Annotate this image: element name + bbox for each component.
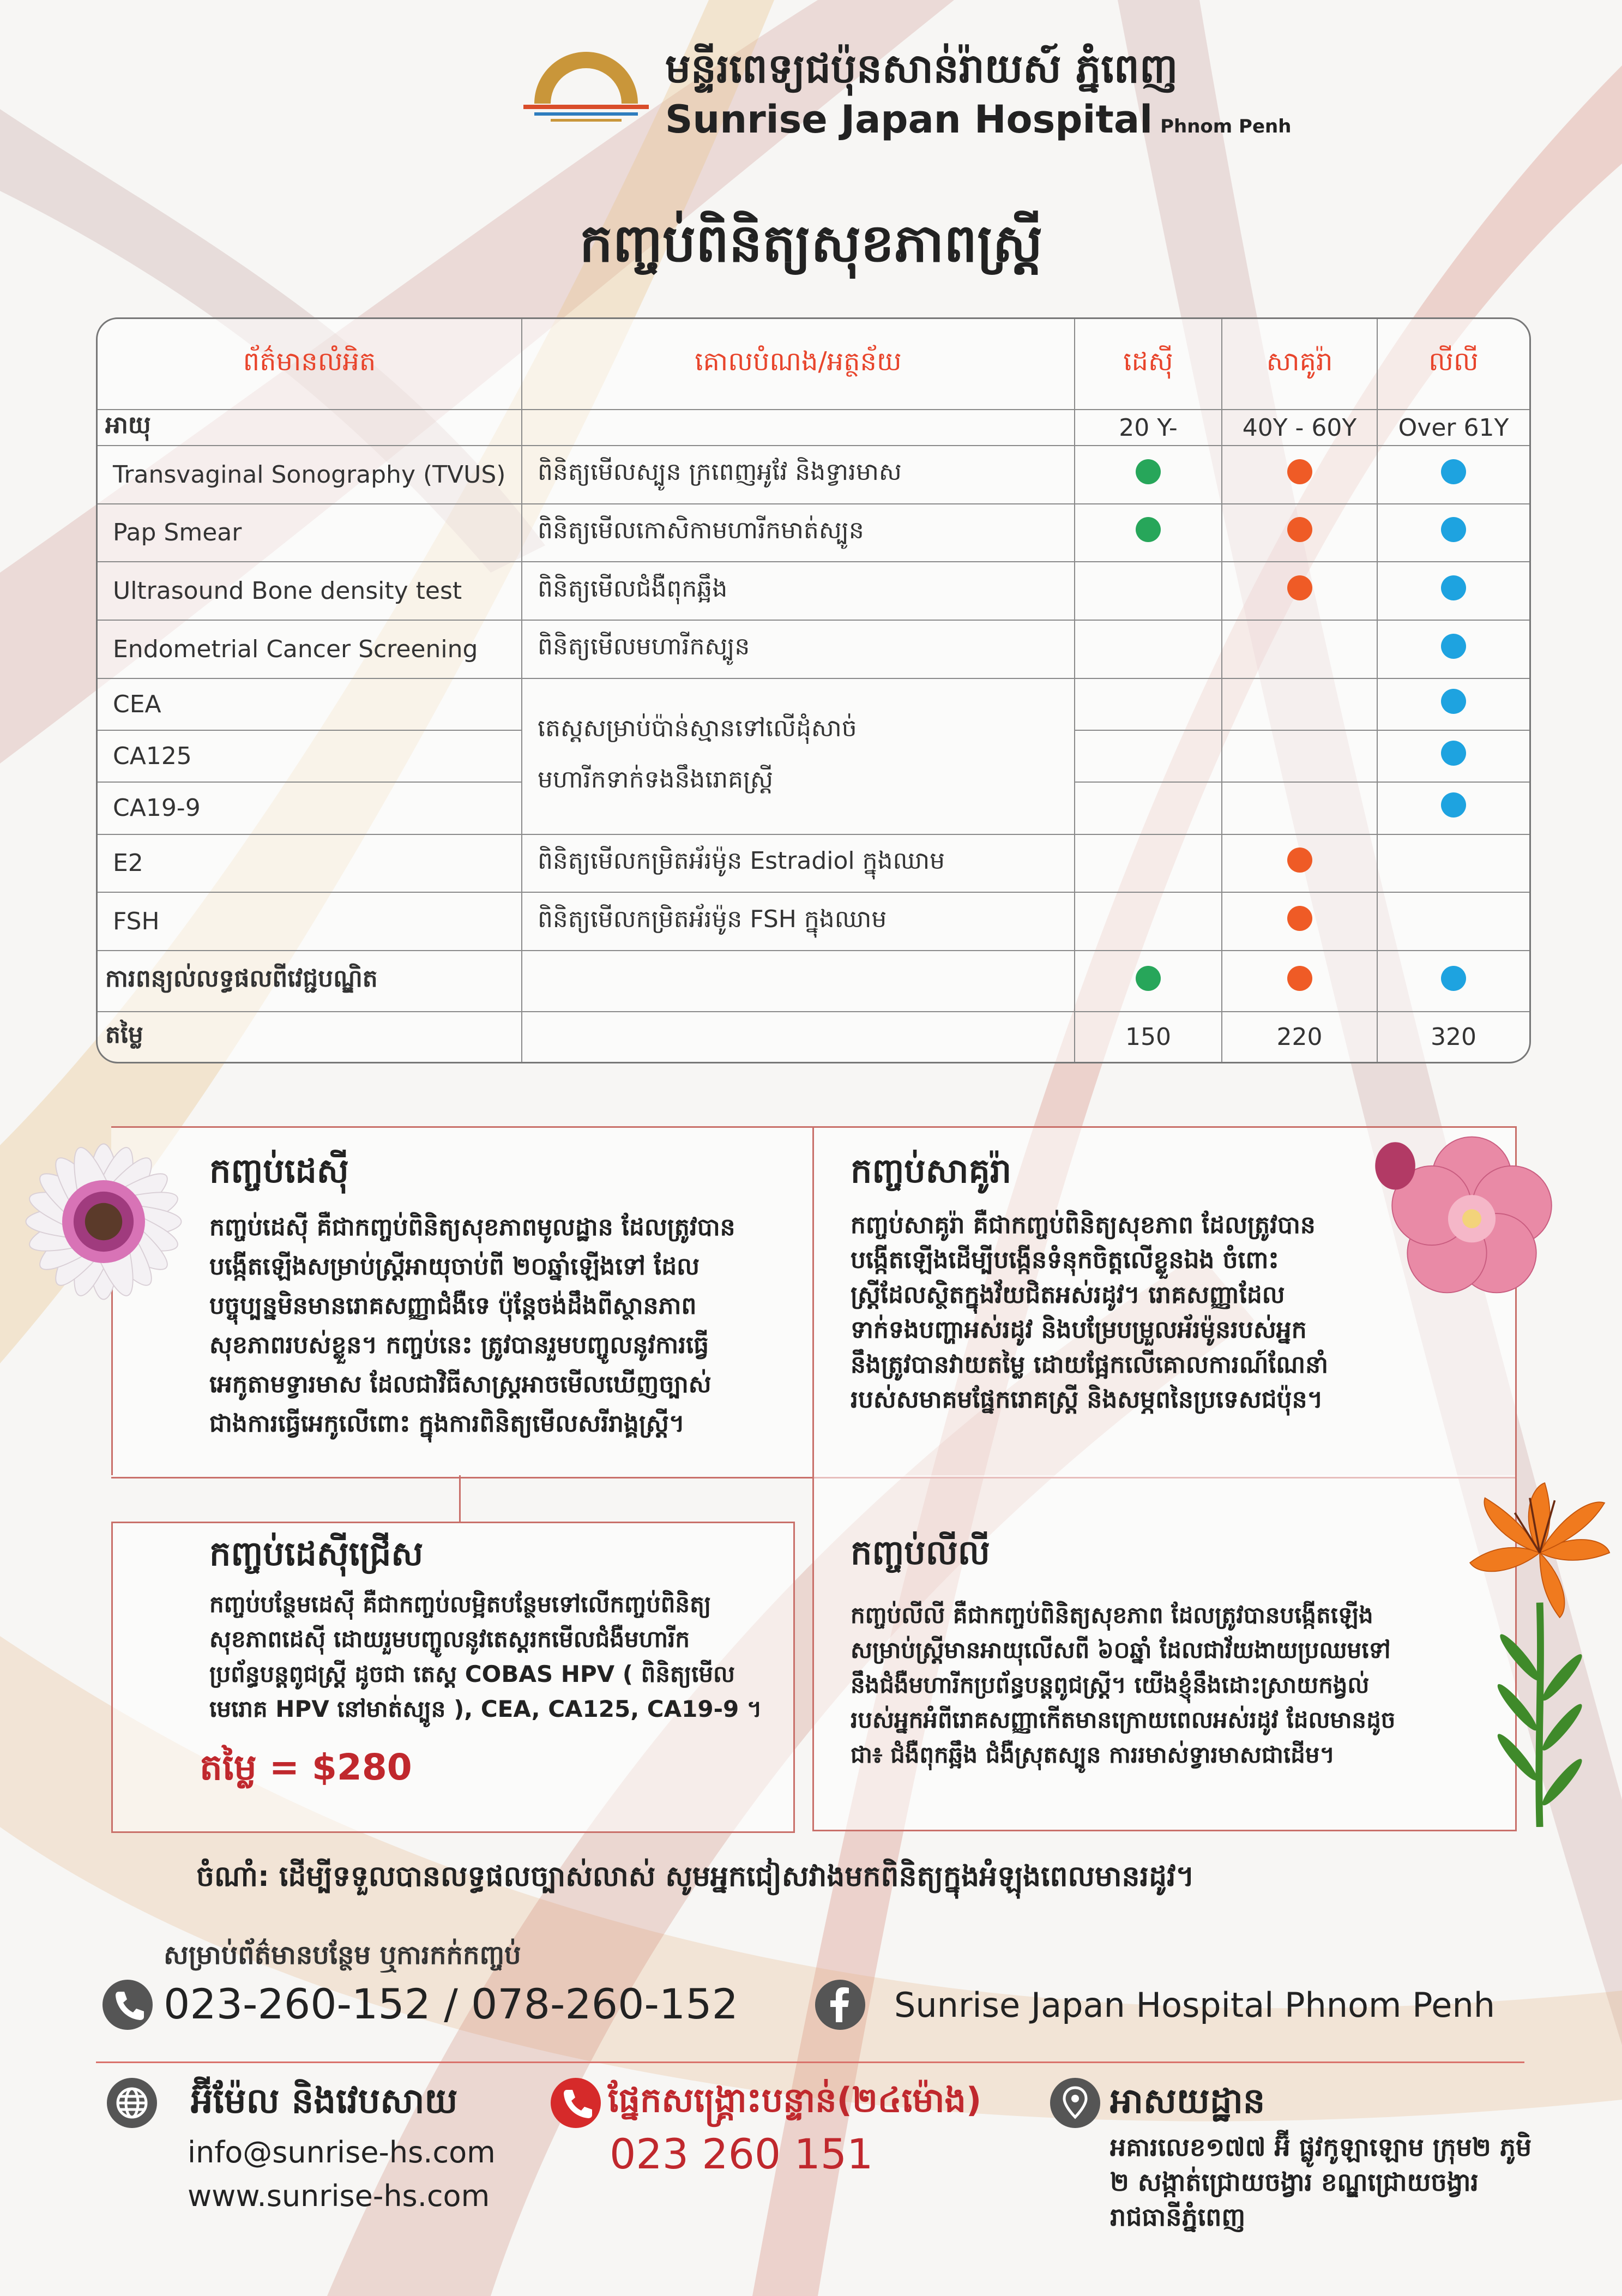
lily-included-dot bbox=[1441, 517, 1466, 542]
page-title: កញ្ចប់ពិនិត្យសុខភាពស្ត្រី bbox=[579, 213, 1043, 274]
emergency-title: ផ្នែកសង្គ្រោះបន្ទាន់(២៤ម៉ោង) bbox=[608, 2080, 982, 2120]
daisy-option-package-text bbox=[209, 1587, 762, 1727]
daisy-option-line: កញ្ចប់បន្ថែមដេស៊ី គឺជាកញ្ចប់លម្អិតបន្ថែមទៅលើកញ្ចប់ពិនិត្យ bbox=[209, 1591, 711, 1618]
daisy-line: បច្ចុប្បន្នមិនមានរោគសញ្ញាជំងឺទេ ប៉ុន្តែចង់ដឹងពីស្ថានភាព bbox=[209, 1292, 697, 1320]
website-url[interactable]: www.sunrise-hs.com bbox=[188, 2179, 490, 2213]
sakura-line: ទាក់ទងបញ្ហាអស់រដូវ និងបម្រែបម្រួលអ័រម៉ូនរបស់អ្នក bbox=[851, 1316, 1307, 1344]
sakura-line: នឹងត្រូវបានវាយតម្លៃ ដោយផ្អែកលើគោលការណ៍ណែនាំ bbox=[851, 1351, 1328, 1379]
header-daisy: ដេស៊ី bbox=[1075, 319, 1222, 410]
table-row bbox=[98, 562, 1529, 620]
lily-package-text bbox=[851, 1598, 1395, 1772]
sakura-line: បង្កើតឡើងដើម្បីបង្កើនទំនុកចិត្តលើខ្លួនឯង ចំពោះ bbox=[851, 1246, 1279, 1274]
location-pin-icon bbox=[1050, 2078, 1100, 2128]
lily-included-dot bbox=[1441, 634, 1466, 659]
row-item: Ultrasound Bone density test bbox=[98, 562, 522, 620]
daisy-line: ជាងការធ្វើអេកូលើពោះ ក្នុងការពិនិត្យមើលសរីរាង្គស្ត្រី។ bbox=[209, 1410, 685, 1438]
connector-line bbox=[459, 1475, 461, 1522]
table-row bbox=[98, 620, 1529, 678]
table-row bbox=[98, 446, 1529, 504]
lily-line: នឹងជំងឺមហារីកប្រព័ន្ធបន្តពូជស្ត្រី។ យើងខ្ញុំនឹងដោះស្រាយកង្វល់ bbox=[851, 1672, 1370, 1698]
row-item: E2 bbox=[98, 834, 522, 893]
daisy-option-price: តម្លៃ = $280 bbox=[200, 1746, 412, 1788]
lily-included-dot bbox=[1441, 792, 1466, 818]
daisy-package-title: កញ្ចប់ដេស៊ី bbox=[209, 1151, 349, 1191]
phone-numbers[interactable]: 023-260-152 / 078-260-152 bbox=[164, 1980, 738, 2028]
lily-included-dot bbox=[1441, 689, 1466, 714]
row-item: ការពន្យល់លទ្ធផលពីវេជ្ជបណ្ឌិត bbox=[98, 951, 522, 1012]
table-header-row bbox=[98, 319, 1529, 410]
logo-english-subtext: Phnom Penh bbox=[1160, 116, 1292, 137]
emergency-phone-icon bbox=[551, 2078, 601, 2128]
row-purpose bbox=[522, 951, 1075, 1012]
sakura-line: របស់សមាគមផ្នែករោគស្ត្រី និងសម្ភពនៃប្រទេសជប៉ុន។ bbox=[851, 1386, 1323, 1414]
daisy-package-text bbox=[209, 1208, 735, 1444]
row-purpose: ពិនិត្យមើលមហារីកស្បូន bbox=[522, 620, 1075, 678]
facebook-page-name[interactable]: Sunrise Japan Hospital Phnom Penh bbox=[894, 1985, 1496, 2025]
row-purpose: ពិនិត្យមើលកម្រិតអ័រម៉ូន FSH ក្នុងឈាម bbox=[522, 892, 1075, 951]
globe-icon bbox=[107, 2078, 157, 2128]
more-info-label: សម្រាប់ព័ត៌មានបន្ថែម ឬការកក់កញ្ចប់ bbox=[164, 1940, 521, 1970]
lily-line: របស់អ្នកអំពីរោគសញ្ញាកើតមានក្រោយពេលអស់រដូវ ដែលមានដូច bbox=[851, 1706, 1396, 1733]
sunrise-logo-icon bbox=[523, 44, 649, 125]
table-row bbox=[98, 834, 1529, 893]
daisy-option-package-title: កញ្ចប់ដេស៊ីជ្រើស bbox=[209, 1534, 424, 1573]
price-label: តម្លៃ bbox=[98, 1012, 522, 1062]
table-row bbox=[98, 678, 1529, 730]
price-sakura: 220 bbox=[1222, 1012, 1377, 1062]
footer-divider bbox=[96, 2061, 1524, 2063]
price-purpose bbox=[522, 1012, 1075, 1062]
row-item: Endometrial Cancer Screening bbox=[98, 620, 522, 678]
sakura-line: កញ្ចប់សាគូរ៉ា គឺជាកញ្ចប់ពិនិត្យសុខភាព ដែលត្រូវបាន bbox=[851, 1211, 1316, 1239]
table-row-age bbox=[98, 410, 1529, 446]
header-details: ព័ត៌មានលំអិត bbox=[98, 319, 522, 410]
row-purpose: ពិនិត្យមើលកោសិកាមហារីកមាត់ស្បូន bbox=[522, 504, 1075, 562]
lily-included-dot bbox=[1441, 575, 1466, 600]
lily-included-dot bbox=[1441, 966, 1466, 991]
age-daisy: 20 Y- bbox=[1075, 410, 1222, 446]
daisy-included-dot bbox=[1136, 459, 1161, 484]
daisy-line: កញ្ចប់ដេស៊ី គឺជាកញ្ចប់ពិនិត្យសុខភាពមូលដ្ឋាន ដែលត្រូវបាន bbox=[209, 1213, 735, 1241]
age-label: អាយុ bbox=[98, 410, 522, 446]
header-purpose: គោលបំណង/អត្ថន័យ bbox=[522, 319, 1075, 410]
lily-flower-icon bbox=[1448, 1478, 1622, 1827]
logo-english-text: Sunrise Japan Hospital Phnom Penh bbox=[665, 97, 1292, 142]
daisy-option-line: សុខភាពដេស៊ី ដោយរួមបញ្ចូលនូវតេស្តរកមើលជំងឺមហារីក bbox=[209, 1626, 690, 1652]
sakura-line: ស្ត្រីដែលស្ថិតក្នុងវ័យជិតអស់រដូវ។ រោគសញ្ញាដែល bbox=[851, 1281, 1285, 1309]
price-daisy: 150 bbox=[1075, 1012, 1222, 1062]
row-purpose-merged bbox=[522, 678, 1075, 834]
purpose-line-2: មហារីកទាក់ទងនឹងរោគស្ត្រី bbox=[538, 765, 774, 794]
facebook-icon[interactable] bbox=[815, 1980, 865, 2030]
daisy-line: សុខភាពរបស់ខ្លួន។ កញ្ចប់នេះ ត្រូវបានរួមបញ្ចូលនូវការធ្វើ bbox=[209, 1331, 709, 1359]
email-website-title: អ៊ីម៉ែល និងវេបសាយ bbox=[191, 2081, 458, 2121]
sakura-included-dot bbox=[1287, 459, 1312, 484]
row-purpose: ពិនិត្យមើលស្បូន ក្រពេញអូវែ និងទ្វារមាស bbox=[522, 446, 1075, 504]
sakura-package-text bbox=[851, 1208, 1328, 1417]
lily-included-dot bbox=[1441, 459, 1466, 484]
daisy-flower-icon bbox=[0, 1118, 207, 1325]
row-item: Transvaginal Sonography (TVUS) bbox=[98, 446, 522, 504]
emergency-number[interactable]: 023 260 151 bbox=[610, 2130, 873, 2178]
table-row bbox=[98, 504, 1529, 562]
address-text: អគារលេខ១៧៧ អ៊ី ផ្លូវកូឡាឡោម ក្រុម២ ភូមិ ២ សង្កាត់ជ្រោយចង្វារ ខណ្ឌជ្រោយចង្វារ រាជធានីភ្នំពេញ bbox=[1110, 2132, 1532, 2232]
purpose-line-1: តេស្តសម្រាប់ប៉ាន់ស្មានទៅលើដុំសាច់ bbox=[538, 714, 857, 742]
sakura-included-dot bbox=[1287, 517, 1312, 542]
age-purpose bbox=[522, 410, 1075, 446]
sakura-included-dot bbox=[1287, 575, 1312, 600]
lily-line: សម្រាប់ស្ត្រីមានអាយុលើសពី ៦០ឆ្នាំ ដែលជាវ័យងាយប្រឈមទៅ bbox=[851, 1637, 1391, 1663]
address-title: អាសយដ្ឋាន bbox=[1110, 2081, 1265, 2121]
age-sakura: 40Y - 60Y bbox=[1222, 410, 1377, 446]
daisy-line: អេកូតាមទ្វារមាស ដែលជាវិធីសាស្ត្រអាចមើលឃើញច្បាស់ bbox=[209, 1371, 711, 1398]
daisy-line: បង្កើតឡើងសម្រាប់ស្ត្រីអាយុចាប់ពី ២០ឆ្នាំឡើងទៅ ដែល bbox=[209, 1253, 700, 1281]
lily-package-title: កញ្ចប់លីលី bbox=[851, 1532, 990, 1572]
row-purpose: ពិនិត្យមើលកម្រិតអ័រម៉ូន Estradiol ក្នុងឈាម bbox=[522, 834, 1075, 893]
row-purpose: ពិនិត្យមើលជំងឺពុកឆ្អឹង bbox=[522, 562, 1075, 620]
header-sakura: សាគូរ៉ា bbox=[1222, 319, 1377, 410]
table-row-price bbox=[98, 1012, 1529, 1062]
header-lily: លីលី bbox=[1377, 319, 1529, 410]
lily-line: ជា៖ ជំងឺពុកឆ្អឹង ជំងឺស្រុតស្បូន ការរមាស់ទ្វារមាសជាដើម។ bbox=[851, 1741, 1335, 1768]
sakura-included-dot bbox=[1287, 848, 1312, 873]
table-row bbox=[98, 951, 1529, 1012]
age-lily: Over 61Y bbox=[1377, 410, 1529, 446]
package-comparison-table bbox=[96, 317, 1531, 1063]
email-address[interactable]: info@sunrise-hs.com bbox=[188, 2135, 496, 2169]
sakura-included-dot bbox=[1287, 966, 1312, 991]
daisy-included-dot bbox=[1136, 966, 1161, 991]
daisy-option-line: ប្រព័ន្ធបន្តពូជស្ត្រី ដូចជា តេស្ត COBAS HPV ( ពិនិត្យមើល bbox=[209, 1661, 735, 1687]
lily-included-dot bbox=[1441, 741, 1466, 766]
menstruation-note: ចំណាំ: ដើម្បីទទួលបានលទ្ធផលច្បាស់លាស់ សូមអ្នកជៀសវាងមកពិនិត្យក្នុងអំឡុងពេលមានរដូវ។ bbox=[196, 1860, 1195, 1893]
sakura-package-title: កញ្ចប់សាគូរ៉ា bbox=[851, 1151, 1012, 1191]
sakura-included-dot bbox=[1287, 906, 1312, 931]
daisy-option-line: មេរោគ HPV នៅមាត់ស្បូន ), CEA, CA125, CA19-9 ។ bbox=[209, 1696, 762, 1722]
table-row bbox=[98, 892, 1529, 951]
row-item: FSH bbox=[98, 892, 522, 951]
sakura-flower-icon bbox=[1374, 1129, 1554, 1298]
price-lily: 320 bbox=[1377, 1012, 1529, 1062]
row-item: CA19-9 bbox=[98, 782, 522, 834]
row-item: CEA bbox=[98, 678, 522, 730]
daisy-included-dot bbox=[1136, 517, 1161, 542]
logo-khmer-text: មន្ទីរពេទ្យជប៉ុនសាន់រ៉ាយស៍ ភ្នំពេញ bbox=[665, 45, 1178, 92]
row-item: CA125 bbox=[98, 730, 522, 782]
row-item: Pap Smear bbox=[98, 504, 522, 562]
phone-icon bbox=[102, 1980, 153, 2030]
lily-line: កញ្ចប់លីលី គឺជាកញ្ចប់ពិនិត្យសុខភាព ដែលត្រូវបានបង្កើតឡើង bbox=[851, 1602, 1373, 1628]
